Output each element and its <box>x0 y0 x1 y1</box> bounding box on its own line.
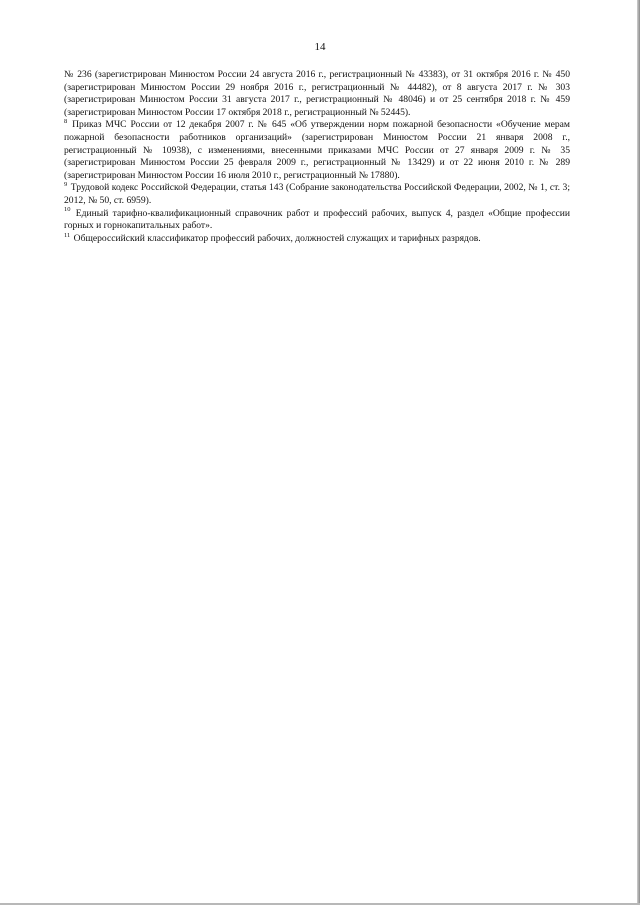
footnote-marker: 8 <box>64 118 68 126</box>
footnotes <box>64 69 570 245</box>
page-number: 14 <box>314 41 326 53</box>
footnote-10 <box>64 208 570 233</box>
footnote-8 <box>64 119 570 182</box>
footnote-text: Приказ МЧС России от 12 декабря 2007 г. № 645 «Об утверждении норм пожарной безопасности «Обучение мерам пожарной безопасности работников организаций» (зарегистрирован Минюстом России 21 января 2008 г., регистрационный № 10938), с изменениями, внесенными приказами МЧС России от 27 января 2009 г. № 35 (зарегистрирован Минюстом России 25 февраля 2009 г., регистрационный № 13429) и от 22 июня 2010 г. № 289 (зарегистрирован Минюстом России 16 июля 2010 г., регистрационный № 17880). <box>64 119 570 181</box>
footnote-continuation <box>64 69 570 119</box>
footnote-11 <box>64 233 570 246</box>
footnote-text: Общероссийский классификатор профессий рабочих, должностей служащих и тарифных разрядов. <box>73 232 481 244</box>
footnote-marker: 11 <box>64 231 71 239</box>
footnote-text: Единый тарифно-квалификационный справочник работ и профессий рабочих, выпуск 4, раздел «Общие профессии горных и горнокапитальных работ». <box>64 207 570 232</box>
footnote-9 <box>64 182 570 207</box>
footnote-text: Трудовой кодекс Российской Федерации, статья 143 (Собрание законодательства Российской Федерации, 2002, № 1, ст. 3; 2012, № 50, ст. 6959). <box>64 182 570 206</box>
footnote-marker: 10 <box>64 206 71 214</box>
footnote-text: № 236 (зарегистрирован Минюстом России 24 августа 2016 г., регистрационный № 43383), от 31 октября 2016 г. № 450 (зарегистрирован Минюстом России 29 ноября 2016 г., регистрационный № 44482), от 8 августа 2017 г. № 303 (зарегистрирован Минюстом России 31 августа 2017 г., регистрационный № 48046) и от 25 сентября 2018 г. № 459 (зарегистрирован Минюстом России 17 октября 2018 г., регистрационный № 52445). <box>64 69 570 118</box>
footnote-marker: 9 <box>64 181 68 189</box>
